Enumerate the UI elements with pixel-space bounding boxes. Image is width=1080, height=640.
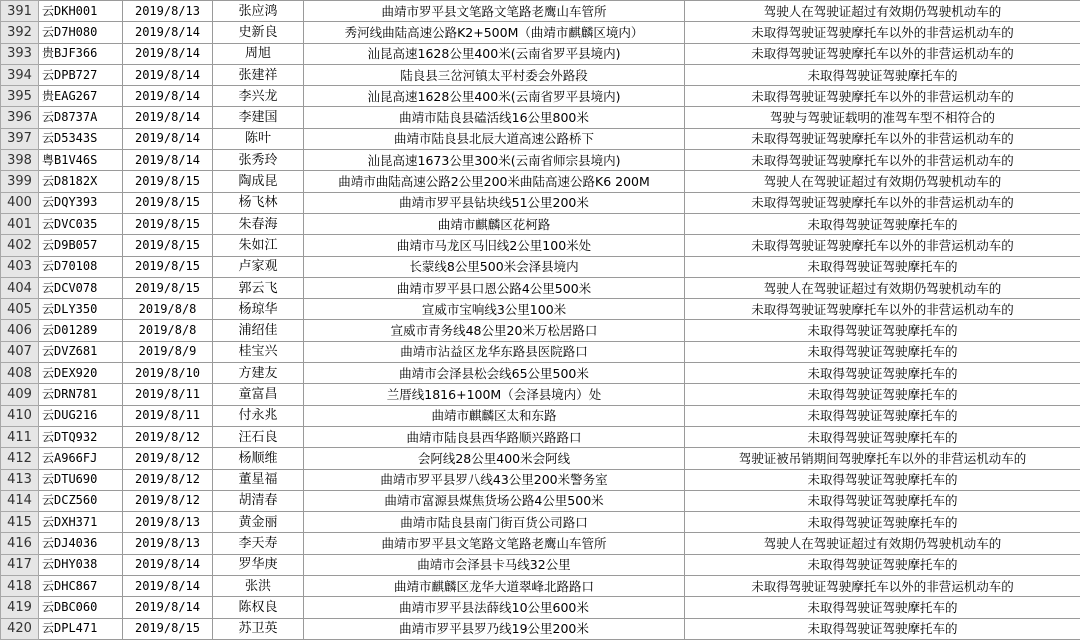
name-cell[interactable]: 朱春海: [213, 213, 304, 234]
violation-cell[interactable]: 未取得驾驶证驾驶摩托车的: [685, 341, 1080, 362]
date-cell[interactable]: 2019/8/11: [123, 384, 213, 405]
row-number[interactable]: 401: [1, 213, 39, 234]
plate-cell[interactable]: 云DCZ560: [39, 490, 123, 511]
name-cell[interactable]: 杨飞林: [213, 192, 304, 213]
date-cell[interactable]: 2019/8/11: [123, 405, 213, 426]
location-cell[interactable]: 曲靖市陆良县北辰大道高速公路桥下: [304, 128, 685, 149]
violation-cell[interactable]: 未取得驾驶证驾驶摩托车的: [685, 405, 1080, 426]
table-row[interactable]: [1, 384, 1080, 405]
location-cell[interactable]: 曲靖市富源县煤焦货场公路4公里500米: [304, 490, 685, 511]
plate-cell[interactable]: 云D70108: [39, 256, 123, 277]
location-cell[interactable]: 宣威市青务线48公里20米万松居路口: [304, 320, 685, 341]
row-number[interactable]: 410: [1, 405, 39, 426]
table-row[interactable]: [1, 341, 1080, 362]
row-number[interactable]: 399: [1, 171, 39, 192]
row-number[interactable]: 404: [1, 277, 39, 298]
violation-cell[interactable]: 驾驶人在驾驶证超过有效期仍驾驶机动车的: [685, 533, 1080, 554]
name-cell[interactable]: 陈权良: [213, 597, 304, 618]
date-cell[interactable]: 2019/8/9: [123, 341, 213, 362]
plate-cell[interactable]: 云DJ4036: [39, 533, 123, 554]
row-number[interactable]: 413: [1, 469, 39, 490]
table-row[interactable]: [1, 363, 1080, 384]
violation-cell[interactable]: 未取得驾驶证驾驶摩托车的: [685, 469, 1080, 490]
row-number[interactable]: 411: [1, 426, 39, 447]
name-cell[interactable]: 张秀玲: [213, 150, 304, 171]
name-cell[interactable]: 杨顺维: [213, 448, 304, 469]
table-row[interactable]: [1, 618, 1080, 639]
location-cell[interactable]: 曲靖市马龙区马旧线2公里100米处: [304, 235, 685, 256]
row-number[interactable]: 418: [1, 576, 39, 597]
location-cell[interactable]: 曲靖市麒麟区龙华大道翠峰北路路口: [304, 576, 685, 597]
row-number[interactable]: 400: [1, 192, 39, 213]
table-row[interactable]: [1, 512, 1080, 533]
location-cell[interactable]: 曲靖市会泽县松会线65公里500米: [304, 363, 685, 384]
table-row[interactable]: [1, 554, 1080, 575]
row-number[interactable]: 408: [1, 363, 39, 384]
violation-cell[interactable]: 未取得驾驶证驾驶摩托车的: [685, 597, 1080, 618]
location-cell[interactable]: 曲靖市沾益区龙华东路县医院路口: [304, 341, 685, 362]
table-row[interactable]: [1, 86, 1080, 107]
date-cell[interactable]: 2019/8/15: [123, 277, 213, 298]
table-body: [1, 1, 1080, 640]
row-number[interactable]: 417: [1, 554, 39, 575]
plate-cell[interactable]: 贵EAG267: [39, 86, 123, 107]
violation-cell[interactable]: 驾驶证被吊销期间驾驶摩托车以外的非营运机动车的: [685, 448, 1080, 469]
plate-cell[interactable]: 云DUG216: [39, 405, 123, 426]
table-row[interactable]: [1, 448, 1080, 469]
location-cell[interactable]: 长蒙线8公里500米会泽县境内: [304, 256, 685, 277]
location-cell[interactable]: 汕昆高速1628公里400米(云南省罗平县境内): [304, 43, 685, 64]
row-number[interactable]: 392: [1, 22, 39, 43]
row-number[interactable]: 403: [1, 256, 39, 277]
violation-cell[interactable]: 未取得驾驶证驾驶摩托车的: [685, 490, 1080, 511]
location-cell[interactable]: 曲靖市麒麟区太和东路: [304, 405, 685, 426]
name-cell[interactable]: 张洪: [213, 576, 304, 597]
table-row[interactable]: [1, 320, 1080, 341]
plate-cell[interactable]: 云DPB727: [39, 64, 123, 85]
date-cell[interactable]: 2019/8/15: [123, 235, 213, 256]
name-cell[interactable]: 胡清春: [213, 490, 304, 511]
date-cell[interactable]: 2019/8/14: [123, 576, 213, 597]
table-row[interactable]: [1, 426, 1080, 447]
plate-cell[interactable]: 贵BJF366: [39, 43, 123, 64]
location-cell[interactable]: 曲靖市罗平县罗八线43公里200米警务室: [304, 469, 685, 490]
name-cell[interactable]: 李兴龙: [213, 86, 304, 107]
row-number[interactable]: 406: [1, 320, 39, 341]
name-cell[interactable]: 李天寿: [213, 533, 304, 554]
location-cell[interactable]: 宣威市宝响线3公里100米: [304, 299, 685, 320]
date-cell[interactable]: 2019/8/14: [123, 86, 213, 107]
plate-cell[interactable]: 云DHY038: [39, 554, 123, 575]
table-row[interactable]: [1, 597, 1080, 618]
name-cell[interactable]: 张建祥: [213, 64, 304, 85]
violation-cell[interactable]: 驾驶与驾驶证载明的准驾车型不相符合的: [685, 107, 1080, 128]
date-cell[interactable]: 2019/8/13: [123, 533, 213, 554]
row-number[interactable]: 416: [1, 533, 39, 554]
name-cell[interactable]: 史新良: [213, 22, 304, 43]
table-row[interactable]: [1, 235, 1080, 256]
date-cell[interactable]: 2019/8/12: [123, 426, 213, 447]
table-row[interactable]: [1, 490, 1080, 511]
name-cell[interactable]: 黄金丽: [213, 512, 304, 533]
plate-cell[interactable]: 云DTQ932: [39, 426, 123, 447]
date-cell[interactable]: 2019/8/12: [123, 448, 213, 469]
date-cell[interactable]: 2019/8/15: [123, 618, 213, 639]
plate-cell[interactable]: 云D8737A: [39, 107, 123, 128]
plate-cell[interactable]: 云DXH371: [39, 512, 123, 533]
violation-cell[interactable]: 未取得驾驶证驾驶摩托车以外的非营运机动车的: [685, 128, 1080, 149]
date-cell[interactable]: 2019/8/14: [123, 597, 213, 618]
name-cell[interactable]: 张应鸿: [213, 1, 304, 22]
row-number[interactable]: 414: [1, 490, 39, 511]
plate-cell[interactable]: 云D8182X: [39, 171, 123, 192]
location-cell[interactable]: 曲靖市罗平县钻块线51公里200米: [304, 192, 685, 213]
row-number[interactable]: 402: [1, 235, 39, 256]
plate-cell[interactable]: 云DCV078: [39, 277, 123, 298]
location-cell[interactable]: 曲靖市会泽县卡马线32公里: [304, 554, 685, 575]
plate-cell[interactable]: 云DEX920: [39, 363, 123, 384]
violation-cell[interactable]: 驾驶人在驾驶证超过有效期仍驾驶机动车的: [685, 171, 1080, 192]
plate-cell[interactable]: 云DLY350: [39, 299, 123, 320]
plate-cell[interactable]: 云DHC867: [39, 576, 123, 597]
name-cell[interactable]: 苏卫英: [213, 618, 304, 639]
table-row[interactable]: [1, 43, 1080, 64]
location-cell[interactable]: 曲靖市罗平县法薛线10公里600米: [304, 597, 685, 618]
name-cell[interactable]: 杨琼华: [213, 299, 304, 320]
plate-cell[interactable]: 云D5343S: [39, 128, 123, 149]
name-cell[interactable]: 卢家观: [213, 256, 304, 277]
violation-cell[interactable]: 未取得驾驶证驾驶摩托车以外的非营运机动车的: [685, 192, 1080, 213]
date-cell[interactable]: 2019/8/15: [123, 171, 213, 192]
name-cell[interactable]: 周旭: [213, 43, 304, 64]
violation-cell[interactable]: 未取得驾驶证驾驶摩托车的: [685, 320, 1080, 341]
row-number[interactable]: 412: [1, 448, 39, 469]
plate-cell[interactable]: 云A966FJ: [39, 448, 123, 469]
date-cell[interactable]: 2019/8/12: [123, 469, 213, 490]
location-cell[interactable]: 陆良县三岔河镇太平村委会外路段: [304, 64, 685, 85]
table-row[interactable]: [1, 405, 1080, 426]
table-row[interactable]: [1, 469, 1080, 490]
violation-cell[interactable]: 未取得驾驶证驾驶摩托车的: [685, 512, 1080, 533]
date-cell[interactable]: 2019/8/8: [123, 299, 213, 320]
date-cell[interactable]: 2019/8/14: [123, 554, 213, 575]
name-cell[interactable]: 郭云飞: [213, 277, 304, 298]
name-cell[interactable]: 李建国: [213, 107, 304, 128]
plate-cell[interactable]: 粤B1V46S: [39, 150, 123, 171]
location-cell[interactable]: 曲靖市陆良县磕活线16公里800米: [304, 107, 685, 128]
name-cell[interactable]: 陶成昆: [213, 171, 304, 192]
plate-cell[interactable]: 云DBC060: [39, 597, 123, 618]
row-number[interactable]: 405: [1, 299, 39, 320]
table-row[interactable]: [1, 107, 1080, 128]
table-row[interactable]: [1, 256, 1080, 277]
row-number[interactable]: 391: [1, 1, 39, 22]
violation-cell[interactable]: 未取得驾驶证驾驶摩托车的: [685, 426, 1080, 447]
date-cell[interactable]: 2019/8/14: [123, 107, 213, 128]
row-number[interactable]: 420: [1, 618, 39, 639]
violation-cell[interactable]: 未取得驾驶证驾驶摩托车以外的非营运机动车的: [685, 22, 1080, 43]
violation-cell[interactable]: 未取得驾驶证驾驶摩托车以外的非营运机动车的: [685, 299, 1080, 320]
location-cell[interactable]: 兰厝线1816+100M（会泽县境内）处: [304, 384, 685, 405]
name-cell[interactable]: 朱如江: [213, 235, 304, 256]
violation-cell[interactable]: 未取得驾驶证驾驶摩托车以外的非营运机动车的: [685, 43, 1080, 64]
violation-cell[interactable]: 未取得驾驶证驾驶摩托车的: [685, 554, 1080, 575]
location-cell[interactable]: 曲靖市罗平县文笔路文笔路老鹰山车管所: [304, 1, 685, 22]
date-cell[interactable]: 2019/8/15: [123, 192, 213, 213]
date-cell[interactable]: 2019/8/14: [123, 43, 213, 64]
location-cell[interactable]: 曲靖市陆良县西华路顺兴路路口: [304, 426, 685, 447]
violation-cell[interactable]: 未取得驾驶证驾驶摩托车的: [685, 256, 1080, 277]
table-row[interactable]: [1, 150, 1080, 171]
violation-cell[interactable]: 未取得驾驶证驾驶摩托车的: [685, 618, 1080, 639]
table-row[interactable]: [1, 277, 1080, 298]
date-cell[interactable]: 2019/8/15: [123, 213, 213, 234]
row-number[interactable]: 415: [1, 512, 39, 533]
violation-cell[interactable]: 未取得驾驶证驾驶摩托车的: [685, 64, 1080, 85]
table-row[interactable]: [1, 299, 1080, 320]
date-cell[interactable]: 2019/8/15: [123, 256, 213, 277]
date-cell[interactable]: 2019/8/13: [123, 1, 213, 22]
table-row[interactable]: [1, 213, 1080, 234]
location-cell[interactable]: 曲靖市罗平县口恩公路4公里500米: [304, 277, 685, 298]
violation-cell[interactable]: 未取得驾驶证驾驶摩托车以外的非营运机动车的: [685, 235, 1080, 256]
table-row[interactable]: [1, 533, 1080, 554]
plate-cell[interactable]: 云DPL471: [39, 618, 123, 639]
row-number[interactable]: 398: [1, 150, 39, 171]
row-number[interactable]: 397: [1, 128, 39, 149]
violation-cell[interactable]: 未取得驾驶证驾驶摩托车以外的非营运机动车的: [685, 86, 1080, 107]
table-row[interactable]: [1, 128, 1080, 149]
table-row[interactable]: [1, 1, 1080, 22]
name-cell[interactable]: 罗华庚: [213, 554, 304, 575]
plate-cell[interactable]: 云D7H080: [39, 22, 123, 43]
name-cell[interactable]: 童富昌: [213, 384, 304, 405]
name-cell[interactable]: 桂宝兴: [213, 341, 304, 362]
plate-cell[interactable]: 云DVC035: [39, 213, 123, 234]
date-cell[interactable]: 2019/8/13: [123, 512, 213, 533]
date-cell[interactable]: 2019/8/14: [123, 150, 213, 171]
name-cell[interactable]: 董星福: [213, 469, 304, 490]
location-cell[interactable]: 曲靖市罗平县文笔路文笔路老鹰山车管所: [304, 533, 685, 554]
plate-cell[interactable]: 云D01289: [39, 320, 123, 341]
location-cell[interactable]: 曲靖市罗平县罗乃线19公里200米: [304, 618, 685, 639]
table-row[interactable]: [1, 22, 1080, 43]
row-number[interactable]: 409: [1, 384, 39, 405]
date-cell[interactable]: 2019/8/8: [123, 320, 213, 341]
row-number[interactable]: 396: [1, 107, 39, 128]
date-cell[interactable]: 2019/8/14: [123, 22, 213, 43]
plate-cell[interactable]: 云DRN781: [39, 384, 123, 405]
location-cell[interactable]: 曲靖市曲陆高速公路2公里200米曲陆高速公路K6 200M: [304, 171, 685, 192]
plate-cell[interactable]: 云DVZ681: [39, 341, 123, 362]
date-cell[interactable]: 2019/8/12: [123, 490, 213, 511]
location-cell[interactable]: 秀河线曲陆高速公路K2+500M（曲靖市麒麟区境内）: [304, 22, 685, 43]
name-cell[interactable]: 汪石良: [213, 426, 304, 447]
plate-cell[interactable]: 云DTU690: [39, 469, 123, 490]
location-cell[interactable]: 汕昆高速1628公里400米(云南省罗平县境内): [304, 86, 685, 107]
location-cell[interactable]: 曲靖市陆良县南门街百货公司路口: [304, 512, 685, 533]
violation-cell[interactable]: 未取得驾驶证驾驶摩托车以外的非营运机动车的: [685, 576, 1080, 597]
violation-cell[interactable]: 未取得驾驶证驾驶摩托车的: [685, 213, 1080, 234]
name-cell[interactable]: 方建友: [213, 363, 304, 384]
plate-cell[interactable]: 云D9B057: [39, 235, 123, 256]
location-cell[interactable]: 汕昆高速1673公里300米(云南省师宗县境内): [304, 150, 685, 171]
name-cell[interactable]: 付永兆: [213, 405, 304, 426]
violation-cell[interactable]: 未取得驾驶证驾驶摩托车的: [685, 384, 1080, 405]
table-row[interactable]: [1, 171, 1080, 192]
violation-cell[interactable]: 驾驶人在驾驶证超过有效期仍驾驶机动车的: [685, 277, 1080, 298]
location-cell[interactable]: 曲靖市麒麟区花柯路: [304, 213, 685, 234]
table-row[interactable]: [1, 576, 1080, 597]
date-cell[interactable]: 2019/8/10: [123, 363, 213, 384]
table-row[interactable]: [1, 192, 1080, 213]
row-number[interactable]: 395: [1, 86, 39, 107]
date-cell[interactable]: 2019/8/14: [123, 64, 213, 85]
table-row[interactable]: [1, 64, 1080, 85]
row-number[interactable]: 419: [1, 597, 39, 618]
violation-cell[interactable]: 驾驶人在驾驶证超过有效期仍驾驶机动车的: [685, 1, 1080, 22]
violation-cell[interactable]: 未取得驾驶证驾驶摩托车的: [685, 363, 1080, 384]
violation-cell[interactable]: 未取得驾驶证驾驶摩托车以外的非营运机动车的: [685, 150, 1080, 171]
name-cell[interactable]: 浦绍佳: [213, 320, 304, 341]
name-cell[interactable]: 陈叶: [213, 128, 304, 149]
row-number[interactable]: 393: [1, 43, 39, 64]
date-cell[interactable]: 2019/8/14: [123, 128, 213, 149]
plate-cell[interactable]: 云DKH001: [39, 1, 123, 22]
plate-cell[interactable]: 云DQY393: [39, 192, 123, 213]
row-number[interactable]: 394: [1, 64, 39, 85]
row-number[interactable]: 407: [1, 341, 39, 362]
location-cell[interactable]: 会阿线28公里400米会阿线: [304, 448, 685, 469]
